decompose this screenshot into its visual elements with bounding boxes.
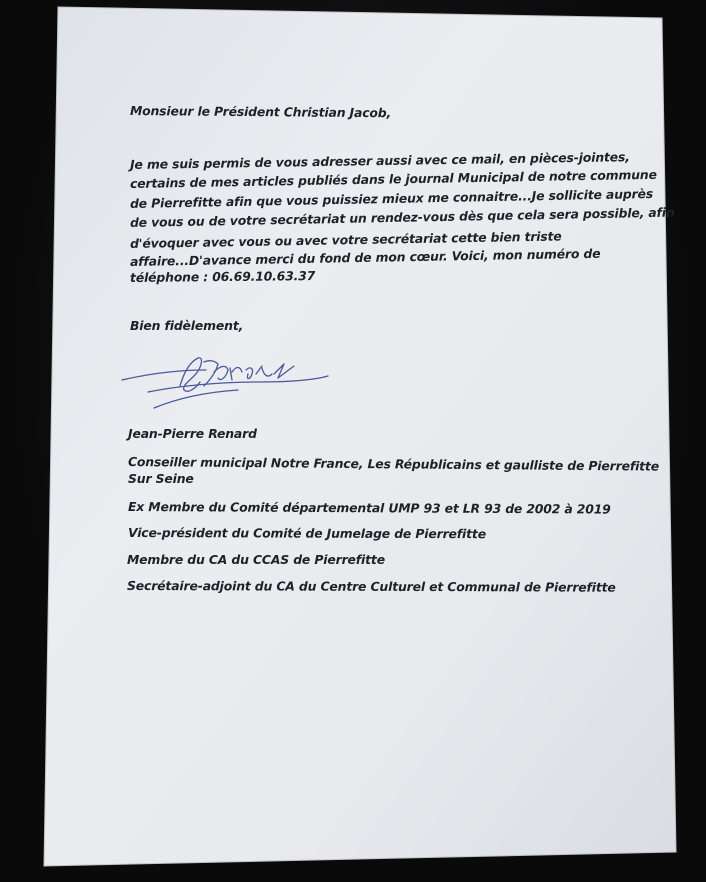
body-line: de Pierrefitte afin que vous puissiez mieux me connaitre...Je sollicite auprès [129,185,654,211]
body-line: de vous ou de votre secrétariat un rendez-vous dès que cela sera possible, afin [129,204,675,230]
handwritten-signature [118,352,340,414]
signer-name: Jean-Pierre Renard [128,426,257,441]
title-line: Vice-président du Comité de Jumelage de Pierrefitte [127,525,486,542]
salutation: Monsieur le Président Christian Jacob, [129,103,392,121]
title-line: Ex Membre du Comité départemental UMP 93 et LR 93 de 2002 à 2019 [127,499,611,517]
title-line: Membre du CA du CCAS de Pierrefitte [127,552,385,567]
body-line: d'évoquer avec vous ou avec votre secrétariat cette bien triste [129,228,562,251]
body-line: affaire...D'avance merci du fond de mon cœur. Voici, mon numéro de [129,245,601,269]
title-line: Sur Seine [128,471,194,486]
closing: Bien fidèlement, [130,318,244,333]
body-line: téléphone : 06.69.10.63.37 [129,268,316,285]
body-line: certains de mes articles publiés dans le journal Municipal de notre commune [129,166,657,191]
title-line: Conseiller municipal Notre France, Les Républicains et gaulliste de Pierrefitte [127,454,660,474]
body-line: Je me suis permis de vous adresser aussi avec ce mail, en pièces-jointes, [129,149,630,172]
title-line: Secrétaire-adjoint du CA du Centre Culturel et Communal de Pierrefitte [126,578,616,595]
